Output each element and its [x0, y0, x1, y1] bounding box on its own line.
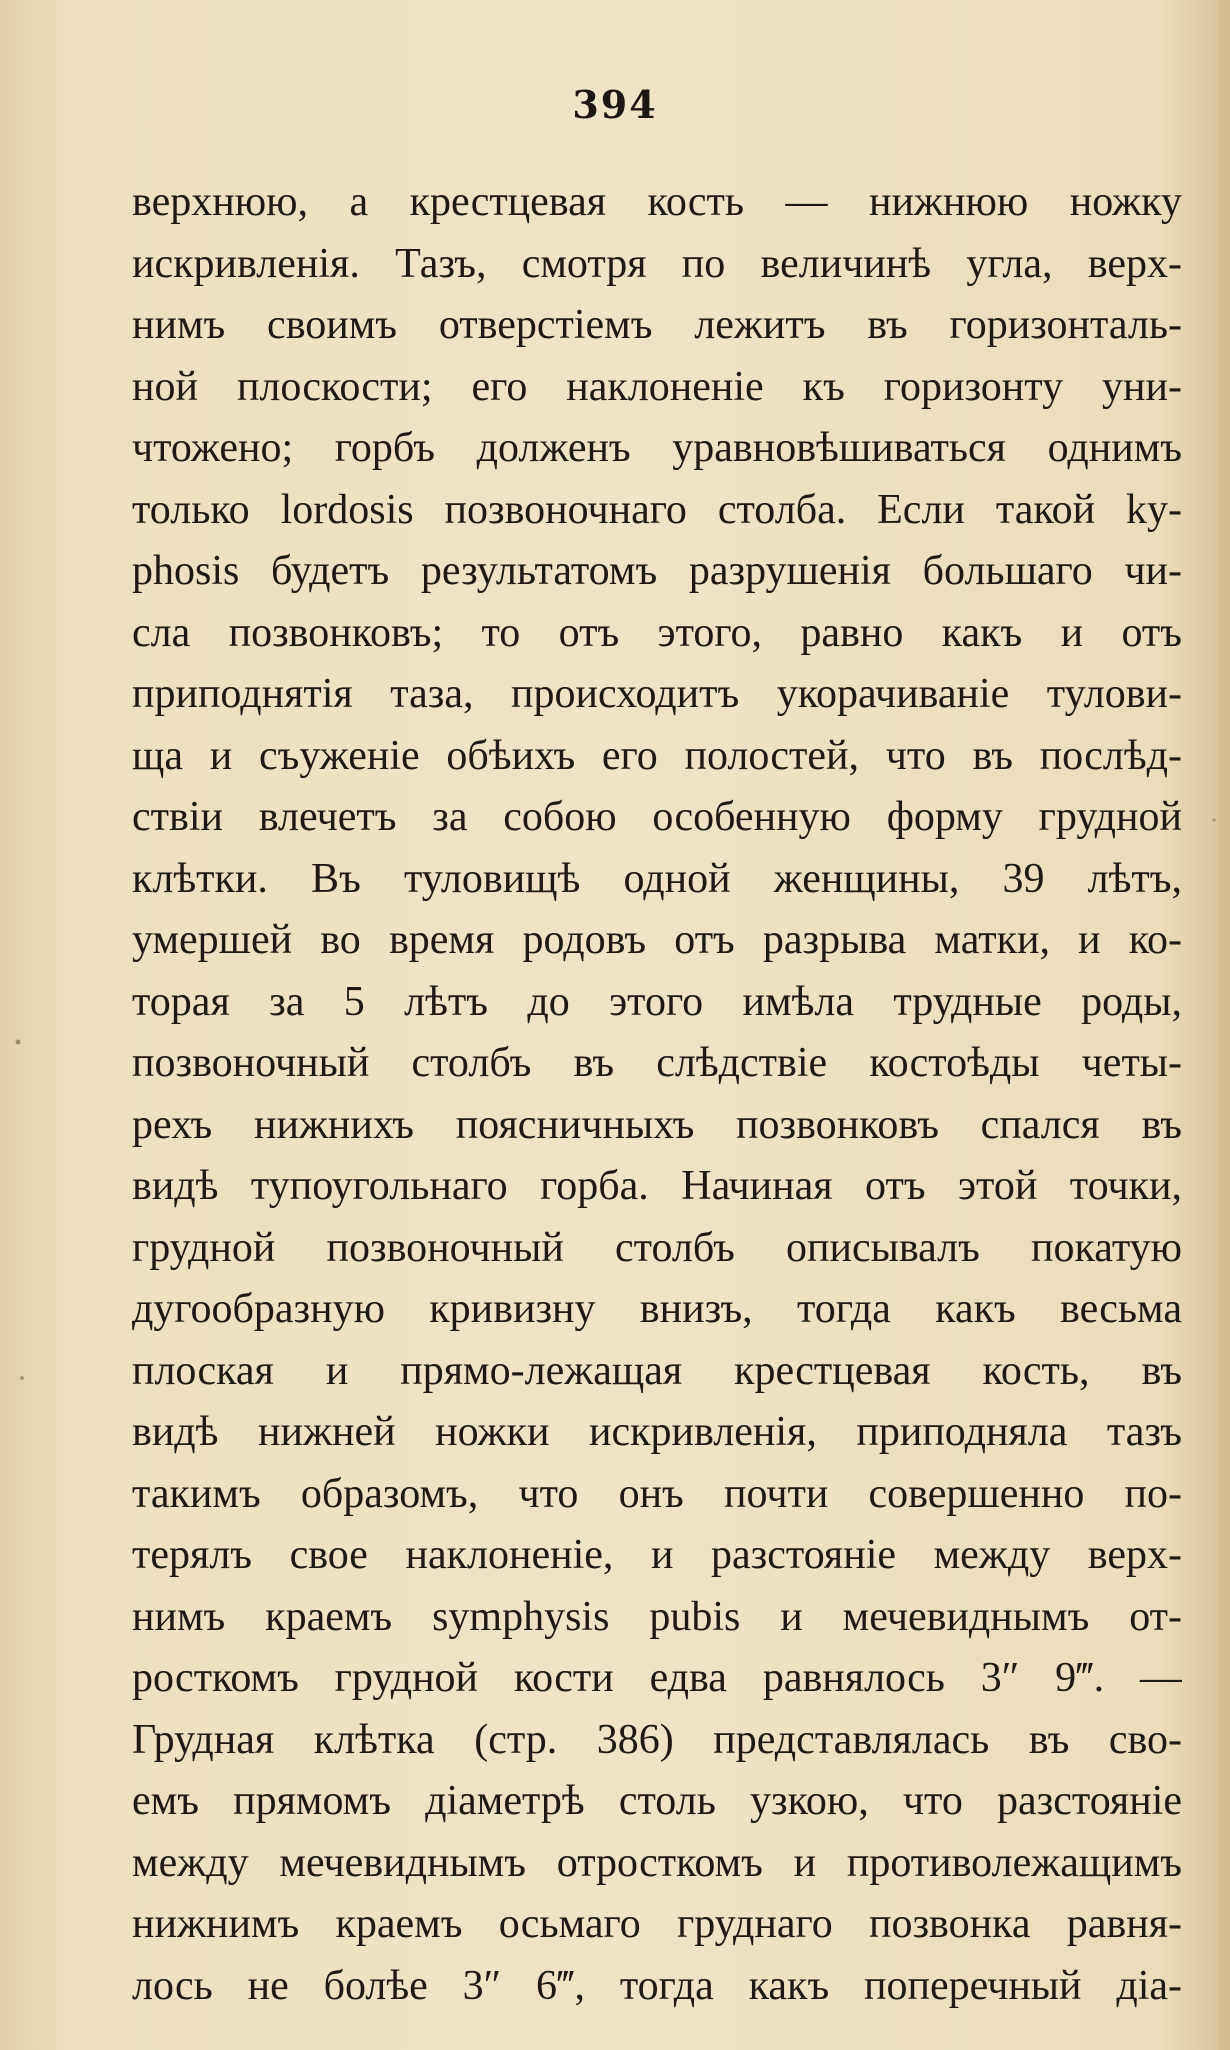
text-line: нижнимъ краемъ осьмаго груднаго позвонка равня- — [132, 1901, 1182, 1947]
text-line: росткомъ грудной кости едва равнялось 3″ 9‴. — — [132, 1655, 1182, 1701]
text-line: терялъ свое наклоненіе, и разстояніе между верх- — [132, 1532, 1182, 1578]
text-line: искривленія. Тазъ, смотря по величинѣ угла, верх- — [132, 240, 1182, 287]
text-line: позвоночный столбъ въ слѣдствіе костоѣды четы- — [132, 1040, 1182, 1086]
text-line: емъ прямомъ діаметрѣ столь узкою, что разстояніе — [132, 1778, 1182, 1824]
text-line: дугообразную кривизну внизъ, тогда какъ весьма — [132, 1286, 1182, 1332]
text-line: чтожено; горбъ долженъ уравновѣшиваться однимъ — [132, 425, 1182, 471]
text-line: только lordosis позвоночнаго столба. Если такой ky- — [132, 486, 1182, 533]
text-line: рехъ нижнихъ поясничныхъ позвонковъ спался въ — [132, 1101, 1182, 1148]
text-line: верхнюю, а крестцевая кость — нижнюю ножку — [132, 179, 1182, 225]
text-line: грудной позвоночный столбъ описывалъ покатую — [132, 1224, 1182, 1271]
page-number: 394 — [572, 82, 658, 127]
text-line: Грудная клѣтка (стр. 386) представлялась въ сво- — [132, 1716, 1182, 1763]
text-line: ща и съуженіе обѣихъ его полостей, что въ послѣд- — [132, 732, 1182, 779]
text-line: клѣтки. Въ туловищѣ одной женщины, 39 лѣтъ, — [132, 855, 1182, 902]
text-line: плоская и прямо-лежащая крестцевая кость, въ — [132, 1347, 1182, 1394]
text-line: торая за 5 лѣтъ до этого имѣла трудные роды, — [132, 978, 1182, 1025]
text-line: видѣ тупоугольнаго горба. Начиная отъ этой точки, — [132, 1163, 1182, 1209]
text-line: умершей во время родовъ отъ разрыва матки, и ко- — [132, 917, 1182, 963]
text-line: сла позвонковъ; то отъ этого, равно какъ и отъ — [132, 609, 1182, 656]
text-line: видѣ нижней ножки искривленія, приподняла тазъ — [132, 1409, 1182, 1455]
page-body-text — [132, 172, 1182, 2017]
text-line: лось не болѣе 3″ 6‴, тогда какъ поперечный діа- — [132, 1962, 1182, 2009]
text-line: ной плоскости; его наклоненіе къ горизонту уни- — [132, 363, 1182, 410]
text-line: между мечевиднымъ отросткомъ и противолежащимъ — [132, 1839, 1182, 1886]
text-line: phosis будетъ результатомъ разрушенія большаго чи- — [132, 548, 1182, 594]
text-line: такимъ образомъ, что онъ почти совершенно по- — [132, 1470, 1182, 1517]
text-line: ствіи влечетъ за собою особенную форму грудной — [132, 794, 1182, 840]
text-line: нимъ своимъ отверстіемъ лежитъ въ горизонталь- — [132, 302, 1182, 348]
text-line: нимъ краемъ symphysis pubis и мечевиднымъ от- — [132, 1593, 1182, 1640]
text-line: приподнятія таза, происходитъ укорачиваніе тулови- — [132, 671, 1182, 717]
